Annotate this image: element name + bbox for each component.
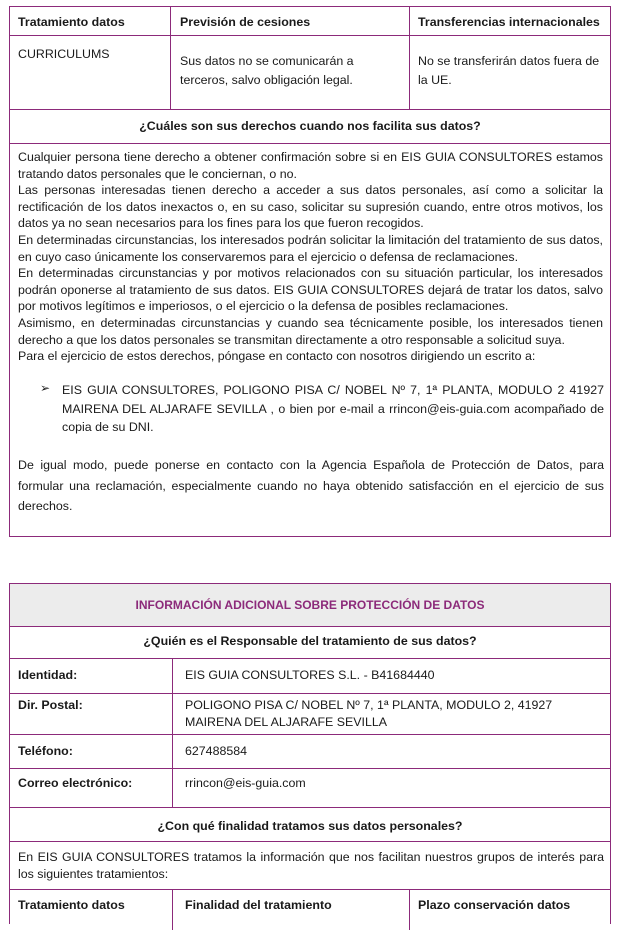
column-divider: [172, 659, 173, 808]
cell-treatment: CURRICULUMS: [18, 47, 110, 61]
purpose-header-retention: Plazo conservación datos: [418, 898, 571, 912]
bullet-arrow-icon: ➢: [40, 381, 51, 395]
purpose-header-treatment: Tratamiento datos: [18, 898, 125, 912]
row-divider: [10, 658, 610, 659]
rights-bullet-text: EIS GUIA CONSULTORES, POLIGONO PISA C/ NOBEL Nº 7, 1ª PLANTA, MODULO 2 41927 MAIRENA DEL ALJARAFE SEVILLA , o bien por e-mail a rrincon@eis-guia.com acompañado de copia de su DNI.: [62, 383, 604, 435]
row-divider: [10, 693, 610, 694]
header-treatment: Tratamiento datos: [18, 15, 125, 29]
row-divider: [10, 841, 610, 842]
rights-paragraph: Las personas interesadas tienen derecho a acceder a sus datos personales, así como a solicitar la rectificación de los datos inexactos o, en su caso, solicitar su supresión cuando, entre otros motivos, los datos ya no sean necesarios para los fines para los que fueron recogidos.: [18, 183, 603, 231]
postal-value: POLIGONO PISA C/ NOBEL Nº 7, 1ª PLANTA, MODULO 2, 41927 MAIRENA DEL ALJARAFE SEVILLA: [185, 698, 553, 729]
rights-body: [18, 149, 603, 365]
rights-paragraph: En determinadas circunstancias y por motivos relacionados con su situación particular, los interesados podrán oponerse al tratamiento de sus datos. EIS GUIA CONSULTORES dejará de tratar los datos, salvo por motivos legítimos e imperiosos, o el ejercicio o la defensa de posibles reclamaciones.: [18, 266, 603, 314]
email-value: rrincon@eis-guia.com: [185, 776, 306, 790]
rights-title: ¿Cuáles son sus derechos cuando nos facilita sus datos?: [139, 119, 481, 133]
additional-title: INFORMACIÓN ADICIONAL SOBRE PROTECCIÓN DE DATOS: [135, 598, 485, 612]
additional-table: [9, 583, 611, 924]
rights-paragraph: En determinadas circunstancias, los interesados podrán solicitar la limitación del tratamiento de sus datos, en cuyo caso únicamente los conservaremos para el ejercicio o defensa de reclamaciones.: [18, 232, 603, 264]
column-divider: [409, 7, 410, 109]
rights-closing: De igual modo, puede ponerse en contacto con la Agencia Española de Protección de Datos, para formular una reclamación, especialmente cuando no haya obtenido satisfacción en el ejercicio de sus derechos.: [18, 458, 604, 514]
identity-value: EIS GUIA CONSULTORES S.L. - B41684440: [185, 668, 435, 682]
row-divider: [10, 109, 610, 110]
rights-paragraph: Asimismo, en determinadas circunstancias y cuando sea técnicamente posible, los interesados tienen derecho a que los datos personales se transmitan directamente a otro responsable a solicitud suya.: [18, 315, 603, 347]
phone-value: 627488584: [185, 744, 248, 758]
column-divider: [172, 890, 173, 930]
cell-transfers: No se transferirán datos fuera de la UE.: [418, 54, 600, 87]
responsible-title: ¿Quién es el Responsable del tratamiento de sus datos?: [143, 634, 477, 648]
row-divider: [10, 889, 610, 890]
row-divider: [10, 143, 610, 144]
purpose-title: ¿Con qué finalidad tratamos sus datos personales?: [157, 819, 463, 833]
rights-paragraph: Cualquier persona tiene derecho a obtener confirmación sobre si en EIS GUIA CONSULTORES estamos tratando datos personales que le conciernan, o no.: [18, 150, 603, 181]
row-divider: [10, 734, 610, 735]
row-divider: [10, 626, 610, 627]
email-label: Correo electrónico:: [18, 776, 133, 790]
purpose-text: En EIS GUIA CONSULTORES tratamos la información que nos facilitan nuestros grupos de interés para los siguientes tratamientos:: [18, 850, 604, 881]
header-transfers: Transferencias internacionales: [418, 15, 600, 29]
postal-label: Dir. Postal:: [18, 698, 83, 712]
header-cessions: Previsión de cesiones: [180, 15, 311, 29]
row-divider: [10, 35, 610, 36]
row-divider: [10, 807, 610, 808]
top-table: [9, 6, 611, 537]
purpose-header-finality: Finalidad del tratamiento: [185, 898, 332, 912]
cell-cessions: Sus datos no se comunicarán a terceros, salvo obligación legal.: [180, 54, 354, 87]
column-divider: [170, 7, 171, 109]
phone-label: Teléfono:: [18, 744, 73, 758]
rights-paragraph: Para el ejercicio de estos derechos, póngase en contacto con nosotros dirigiendo un escrito a:: [18, 349, 536, 364]
row-divider: [10, 768, 610, 769]
column-divider: [409, 890, 410, 930]
identity-label: Identidad:: [18, 668, 78, 682]
